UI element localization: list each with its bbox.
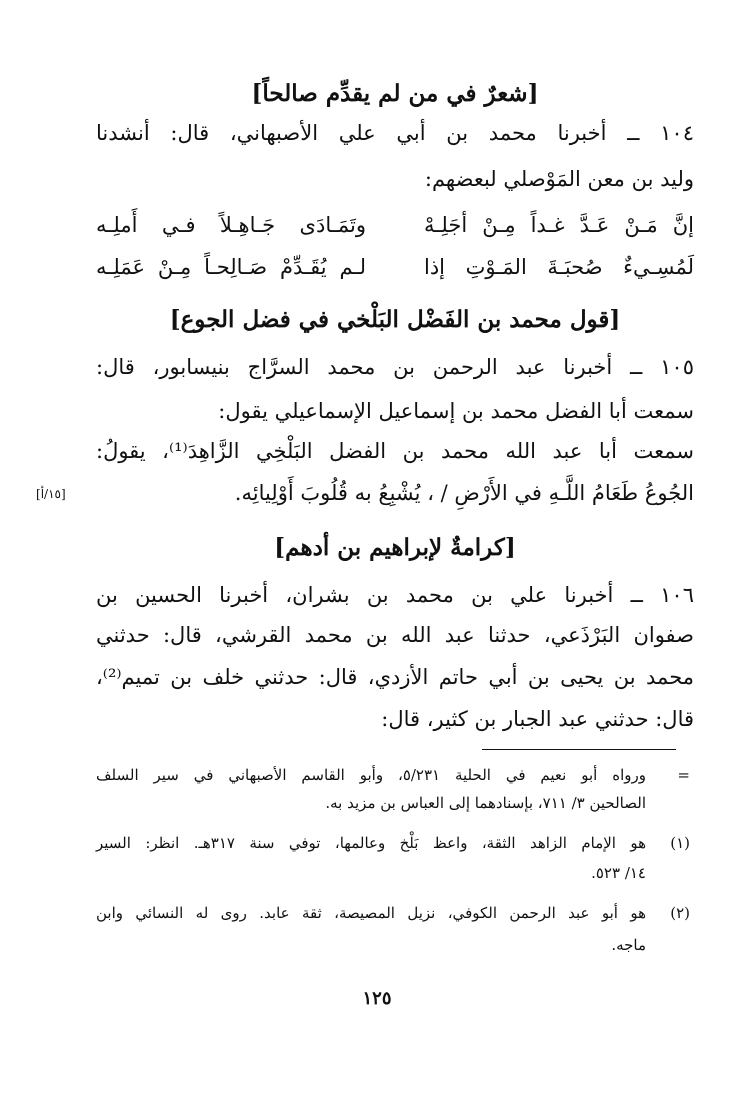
verse-2-second-hemistich: لـم يُقَـدِّمْ صَـالِحـاً مِـنْ عَمَلِـه — [96, 255, 366, 279]
narration-104-line-2: وليد بن معن المَوْصلي لبعضهم: — [424, 167, 694, 191]
verse-1-second-hemistich: وتَمَـادَى جَـاهِـلاً فـي أَملِـه — [96, 213, 366, 237]
narration-105-line-1: ١٠٥ ــ أخبرنا عبد الرحمن بن محمد السرَّاج بنيسابور، قال: — [96, 355, 694, 379]
narration-105-line-3: سمعت أبا عبد الله محمد بن الفضل البَلْخِي الزَّاهِدَ⁽¹⁾، يقولُ: — [96, 439, 694, 463]
verse-1-first-hemistich: إنَّ مَـنْ عَـدَّ غـداً مِـنْ أجَلِـهْ — [424, 213, 694, 237]
section-heading-miracle: [كرامةٌ لإبراهيم بن أدهم] — [274, 534, 516, 561]
section-heading-poetry: [شعرٌ في من لم يقدِّم صالحاً] — [251, 80, 539, 107]
narration-106-line-2: صفوان البَرْذَعي، حدثنا عبد الله بن محمد القرشي، قال: حدثني — [96, 623, 695, 647]
footnote-line: هو الإمام الزاهد الثقة، واعظ بَلْخ وعالمها، توفي سنة ٣١٧هـ. انظر: السير — [96, 834, 647, 852]
manuscript-folio-marker: [١٥/أ] — [36, 487, 66, 501]
footnote-1 — [96, 830, 690, 886]
footnote-mark: = — [677, 766, 690, 784]
footnote-line: الصالحين ٣/ ٧١١، بإسنادهما إلى العباس بن مزيد به. — [325, 794, 646, 812]
section-heading-hunger: [قول محمد بن الفَضْل البَلْخي في فضل الجوع] — [169, 306, 621, 333]
narration-105-line-2: سمعت أبا الفضل محمد بن إسماعيل الإسماعيلي يقول: — [218, 399, 694, 423]
verse-2-first-hemistich: لَمُسِـيءٌ صُحبَـةَ المَـوْتِ إذا — [424, 255, 694, 279]
footnote-line: هو أبو عبد الرحمن الكوفي، نزيل المصيصة، ثقة عابد. روى له النسائي وابن — [96, 904, 646, 922]
footnote-mark: (١) — [670, 834, 690, 852]
footnote-mark: (٢) — [670, 904, 690, 922]
footnote-2 — [96, 900, 690, 956]
narration-106-line-1: ١٠٦ ــ أخبرنا علي بن محمد بن بشران، أخبرنا الحسين بن — [96, 583, 694, 607]
page-number: ١٢٥ — [362, 988, 392, 1009]
footnote-line: ماجه. — [611, 936, 646, 954]
footnote-line: ورواه أبو نعيم في الحلية ٥/٢٣١، وأبو القاسم الأصبهاني في سير السلف — [96, 766, 646, 784]
narration-104-line-1: ١٠٤ ــ أخبرنا محمد بن أبي علي الأصبهاني، قال: أنشدنا — [96, 121, 694, 145]
footnote-separator — [482, 749, 676, 750]
narration-106-line-3: محمد بن يحيى بن أبي حاتم الأزدي، قال: حدثني خلف بن تميم⁽²⁾، — [96, 665, 694, 689]
narration-106-line-4: قال: حدثني عبد الجبار بن كثير، قال: — [381, 707, 694, 731]
footnote-continued — [96, 762, 690, 818]
narration-105-line-4: الجُوعُ طَعَامُ اللَّـهِ في الأَرْضِ / ، يُشْبِعُ به قُلُوبَ أَوْلِيائِه. — [234, 481, 694, 505]
footnote-line: ١٤/ ٥٢٣. — [591, 864, 646, 882]
